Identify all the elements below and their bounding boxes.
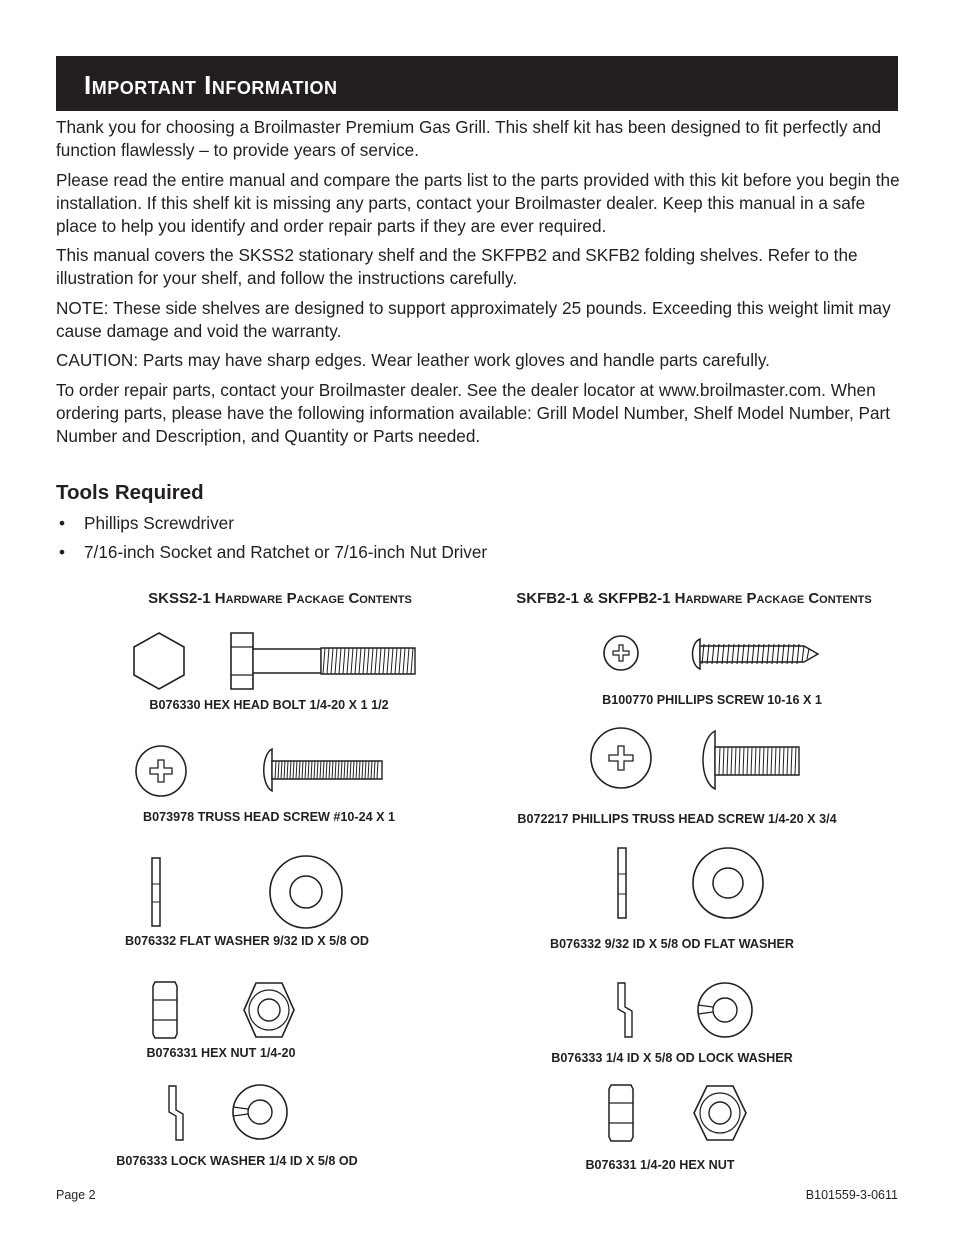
part-caption: B076333 1/4 ID X 5/8 OD LOCK WASHER (551, 1051, 793, 1065)
phillips-head-icon (134, 744, 188, 798)
lock-washer-edge-icon (164, 1084, 188, 1142)
note-paragraph: NOTE: These side shelves are designed to support approximately 25 pounds. Exceeding this weight limit may cause damage and void the warranty. (56, 297, 891, 341)
tool-label: 7/16-inch Socket and Ratchet or 7/16-inch Nut Driver (84, 542, 488, 562)
part-caption: B076331 HEX NUT 1/4-20 (146, 1046, 296, 1060)
part-caption: B076333 LOCK WASHER 1/4 ID X 5/8 OD (116, 1154, 358, 1168)
bullet: • (59, 542, 66, 562)
tools-heading: Tools Required (56, 481, 204, 504)
right-package-title: SKFB2-1 & SKFPB2-1 Hardware Package Contents (516, 590, 872, 607)
part-caption: B076332 9/32 ID X 5/8 OD FLAT WASHER (549, 937, 795, 951)
section-title: Important Information (84, 70, 338, 100)
left-package-title: SKSS2-1 Hardware Package Contents (148, 590, 412, 607)
hex-nut-top-icon (242, 981, 296, 1039)
part-caption: B073978 TRUSS HEAD SCREW #10-24 X 1 (143, 810, 395, 824)
tools-list (56, 512, 487, 570)
repair-parts-paragraph: To order repair parts, contact your Broilmaster dealer. See the dealer locator at www.broilmaster.com. When ordering parts, please have the following information available: Grill Model Number, Shelf Model Number, Part Number and Description, and Quantity or Parts needed. (56, 379, 891, 446)
phillips-head-icon (602, 634, 640, 672)
lock-washer-icon (696, 981, 754, 1039)
hex-bolt-side-icon (227, 631, 419, 691)
truss-screw-side-icon (697, 729, 803, 791)
intro-text (56, 116, 901, 454)
hex-nut-side-icon (150, 980, 180, 1040)
phillips-head-icon (589, 726, 653, 790)
hex-nut-top-icon (692, 1084, 748, 1142)
part-caption: B076330 HEX HEAD BOLT 1/4-20 X 1 1/2 (149, 698, 389, 712)
part-caption: B076331 1/4-20 HEX NUT (585, 1158, 735, 1172)
truss-screw-side-icon (258, 745, 386, 795)
washer-edge-icon (614, 846, 630, 920)
tool-label: Phillips Screwdriver (84, 513, 234, 533)
flat-washer-icon (691, 846, 765, 920)
bullet: • (59, 513, 66, 533)
hex-nut-side-icon (606, 1083, 636, 1143)
section-banner (56, 56, 898, 111)
washer-edge-icon (148, 856, 164, 928)
page-number: Page 2 (56, 1188, 96, 1202)
sheet-metal-screw-side-icon (688, 636, 822, 672)
hex-head-icon (131, 631, 187, 691)
part-caption: B076332 FLAT WASHER 9/32 ID X 5/8 OD (124, 934, 370, 948)
list-item (56, 512, 487, 535)
caution-paragraph: CAUTION: Parts may have sharp edges. Wear leather work gloves and handle parts carefully. (56, 350, 770, 370)
part-caption: B100770 PHILLIPS SCREW 10-16 X 1 (602, 693, 822, 707)
intro-paragraph: Please read the entire manual and compare the parts list to the parts provided with this kit before you begin the installation. If this shelf kit is missing any parts, contact your Broilmaster dealer. Keep this manual in a safe place to help you identify and order repair parts if they are ever required. (56, 169, 900, 236)
part-caption: B072217 PHILLIPS TRUSS HEAD SCREW 1/4-20 X 3/4 (517, 812, 837, 826)
intro-paragraph: This manual covers the SKSS2 stationary shelf and the SKFPB2 and SKFB2 folding shelves. Refer to the illustration for your shelf, and follow the instructions carefully. (56, 245, 858, 288)
lock-washer-edge-icon (613, 981, 637, 1039)
intro-paragraph: Thank you for choosing a Broilmaster Premium Gas Grill. This shelf kit has been designed to fit perfectly and function flawlessly – to provide years of service. (56, 117, 882, 160)
flat-washer-icon (268, 854, 344, 930)
document-number: B101559-3-0611 (805, 1188, 898, 1202)
lock-washer-icon (231, 1083, 289, 1141)
list-item (56, 541, 487, 564)
